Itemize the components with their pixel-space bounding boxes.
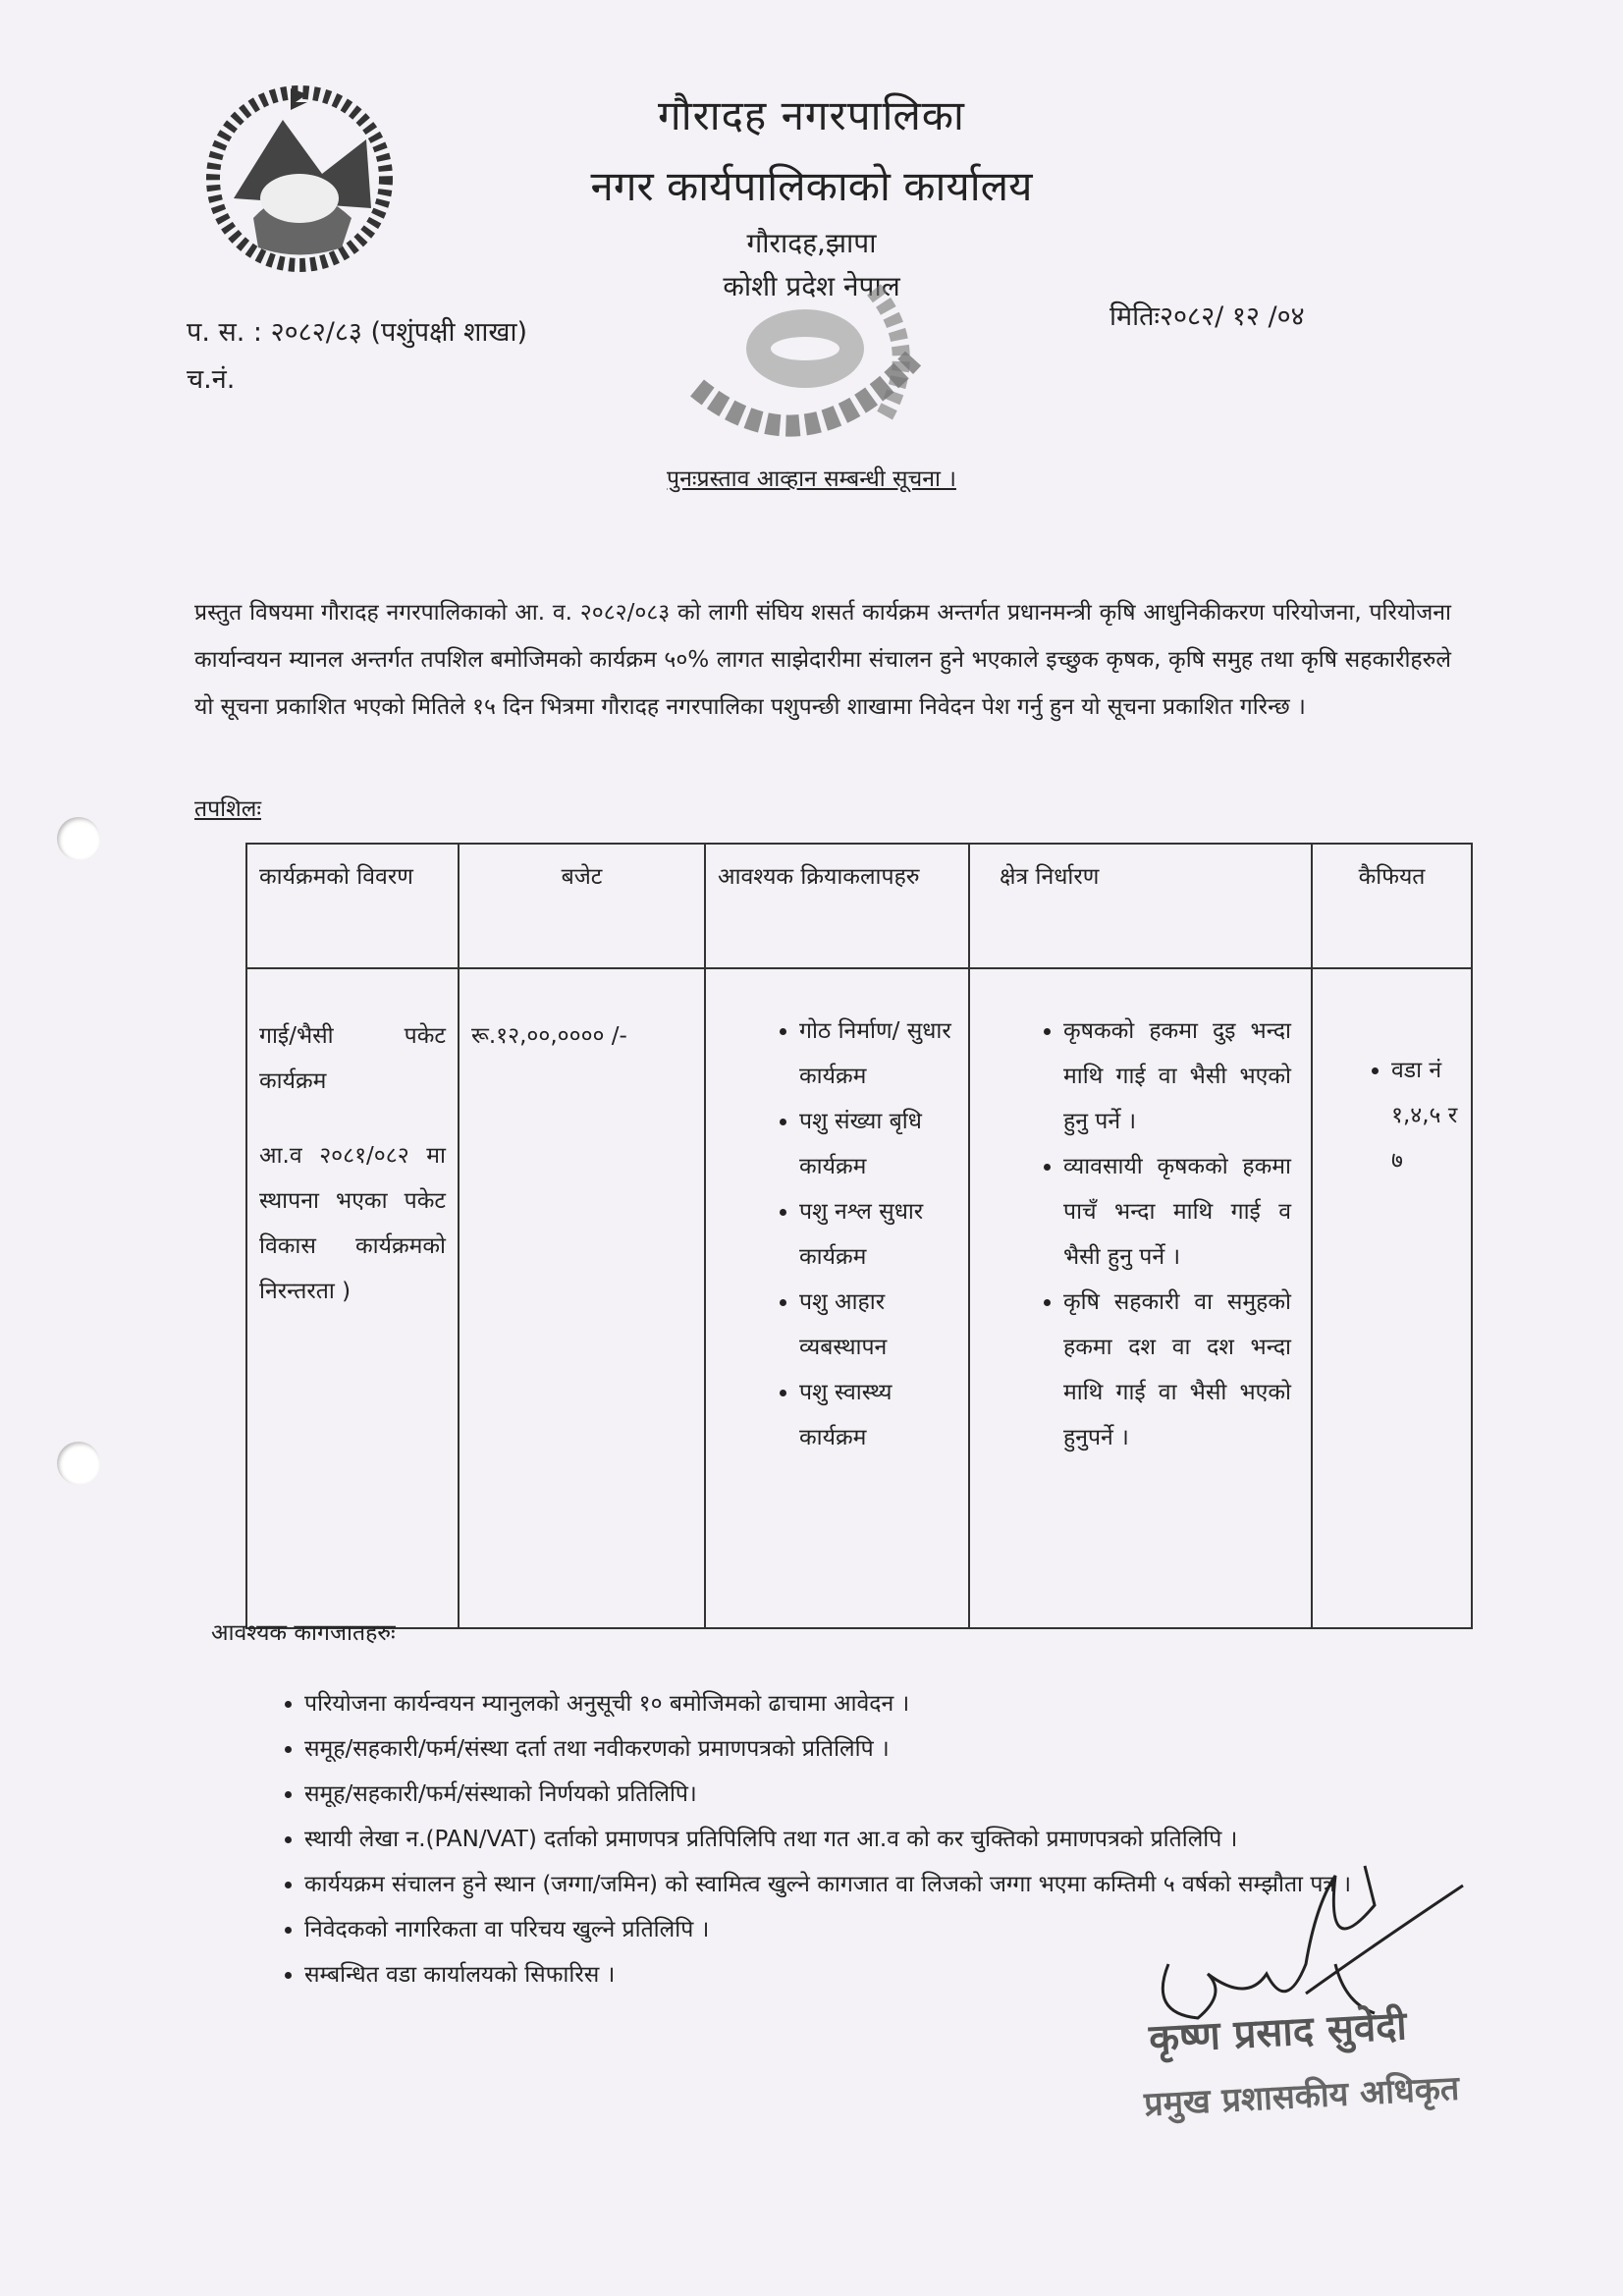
list-item: • कार्ययक्रम संचालन हुने स्थान (जग्गा/जमिन) को स्वामित्व खुल्ने कागजात वा लिजको जग्गा भएमा कम्तिमी ५ वर्षको सम्झौता पत्र । <box>304 1862 1483 1907</box>
list-item: • व्यावसायी कृषकको हकमा पाचँ भन्दा माथि गाई व भैसी हुनु पर्ने । <box>1063 1144 1291 1280</box>
activities-list <box>760 1009 956 1460</box>
list-item: • पशु नश्ल सुधार कार्यक्रम <box>799 1189 956 1280</box>
column-header: कार्यक्रमको विवरण <box>246 844 459 968</box>
address-line-2: कोशी प्रदेश नेपाल <box>723 270 900 302</box>
dispatch-number: च.नं. <box>187 364 236 395</box>
list-item: • पशु संख्या बृधि कार्यक्रम <box>799 1099 956 1189</box>
list-item: • परियोजना कार्यन्वयन म्यानुलको अनुसूची १० बमोजिमको ढाचामा आवेदन । <box>304 1681 1483 1726</box>
column-header: बजेट <box>459 844 705 968</box>
subject-line: पुनःप्रस्ताव आव्हान सम्बन्धी सूचना । <box>667 466 956 492</box>
program-table <box>245 843 1473 1629</box>
office-stamp <box>677 280 962 476</box>
list-item: • स्थायी लेखा न.(PAN/VAT) दर्ताको प्रमाणपत्र प्रतिपिलिपि तथा गत आ.व को कर चुक्तिको प्रमाणपत्रको प्रतिलिपि । <box>304 1817 1483 1862</box>
program-note: आ.व २०८१/०८२ मा स्थापना भएका पकेट विकास कार्यक्रमको निरन्तरता ) <box>259 1143 446 1304</box>
list-item: • पशु स्वास्थ्य कार्यक्रम <box>799 1370 956 1460</box>
list-item: • समूह/सहकारी/फर्म/संस्थाको निर्णयको प्रतिलिपि। <box>304 1772 1483 1817</box>
area-criteria-list <box>1024 1009 1291 1460</box>
column-header: कैफियत <box>1312 844 1472 968</box>
list-item: • सम्बन्धित वडा कार्यालयको सिफारिस । <box>304 1952 1483 1997</box>
documents-heading: आवश्यक कागजातहरुः <box>211 1620 396 1646</box>
list-item: • निवेदकको नागरिकता वा परिचय खुल्ने प्रतिलिपि । <box>304 1907 1483 1952</box>
punch-hole <box>57 817 100 860</box>
list-item: • पशु आहार व्यबस्थापन <box>799 1280 956 1370</box>
punch-hole <box>57 1442 100 1485</box>
list-item: • कृषि सहकारी वा समुहको हकमा दश वा दश भन्दा माथि गाई वा भैसी भएको हुनुपर्ने । <box>1063 1280 1291 1460</box>
list-item: • गोठ निर्माण/ सुधार कार्यक्रम <box>799 1009 956 1099</box>
signatory-name: कृष्ण प्रसाद सुवेदी <box>1148 2003 1408 2062</box>
table-row <box>246 968 1472 1628</box>
budget: रू.१२,००,०००० /- <box>471 1023 627 1049</box>
column-header: क्षेत्र निर्धारण <box>969 844 1312 968</box>
list-item: • समूह/सहकारी/फर्म/संस्था दर्ता तथा नवीकरणको प्रमाणपत्रको प्रतिलिपि । <box>304 1726 1483 1772</box>
notice-body: प्रस्तुत विषयमा गौरादह नगरपालिकाको आ. व. २०८२/०८३ को लागी संघिय शसर्त कार्यक्रम अन्तर्गत प्रधानमन्त्री कृषि आधुनिकीकरण परियोजना, परियोजना कार्यान्वयन म्यानल अन्तर्गत तपशिल बमोजिमको कार्यक्रम ५०% लागत साझेदारीमा संचालन हुने भएकाले इच्छुक कृषक, कृषि समुह तथा कृषि सहकारीहरुले यो सूचना प्रकाशित भएको मितिले १५ दिन भित्रमा गौरादह नगरपालिका पशुपन्छी शाखामा निवेदन पेश गर्नु हुन यो सूचना प्रकाशित गरिन्छ । <box>194 600 1451 720</box>
municipality-name: गौरादह नगरपालिका <box>658 91 965 139</box>
office-name: नगर कार्यपालिकाको कार्यालय <box>590 162 1033 210</box>
column-header: आवश्यक क्रियाकलापहरु <box>705 844 969 968</box>
program-name: गाई/भैसी पकेट कार्यक्रम <box>259 1023 446 1094</box>
details-heading: तपशिलः <box>194 796 262 822</box>
reference-number: प. स. : २०८२/८३ (पशुंपक्षी शाखा) <box>187 317 527 348</box>
address-line-1: गौरादह,झापा <box>746 227 877 259</box>
date: मितिः२०८२/ १२ /०४ <box>1109 301 1305 332</box>
list-item: • कृषकको हकमा दुइ भन्दा माथि गाई वा भैसी भएको हुनु पर्ने । <box>1063 1009 1291 1144</box>
list-item: • वडा नं १,४,५ र ७ <box>1391 1048 1459 1183</box>
signatory-title: प्रमुख प्रशासकीय अधिकृत <box>1143 2068 1461 2125</box>
remarks-list <box>1352 1048 1459 1183</box>
table-header-row <box>246 844 1472 968</box>
